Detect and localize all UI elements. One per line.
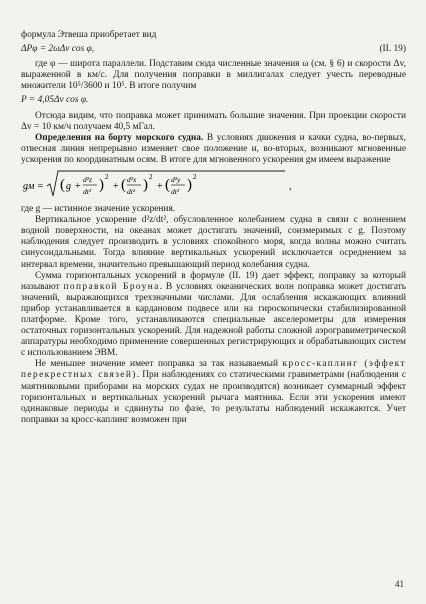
paren-open-2: ( <box>121 177 126 194</box>
term-brown-correction: поправкой Броуна <box>63 281 160 292</box>
term-cross-coupling: кросс-каплинг (эффект перекрестных связей) <box>21 359 406 381</box>
fraction-d2x-num: d²x <box>127 175 137 185</box>
fraction-d2x-den: dt² <box>127 187 136 197</box>
fraction-d2z-num: d²z <box>83 175 92 185</box>
paragraph-cross-a: Не меньшее значение имеет поправка за так называемый <box>35 359 283 370</box>
paren-open-3: ( <box>165 177 170 194</box>
fraction-d2y-num: d²y <box>171 175 181 185</box>
paren-close-2: ) <box>143 177 148 194</box>
intro-line: формула Этвеша приобретает вид <box>21 30 157 40</box>
paragraph-conclusion: Отсюда видим, что поправка может принимать большие значения. При проекции скорости Δv = 10 км/ч получаем 40,5 мГал. <box>21 110 406 132</box>
paragraph-horizontal-b: . В условиях океанических волн поправка может достигать значений, выражающихся трехзначными числами. Для ослабления искажающих влияний прибор устанавливается в кардановом подвесе или на гироскопически стабилизированной платформе. Кроме того, устанавливаются специальные акселерометры для измерения остаточных горизонтальных ускорений. Для надежной работы сложной аэрогравиметрической аппаратуры необходимо применение совершенных регистрирующих и обрабатывающих систем с использованием ЭВМ. <box>21 281 406 359</box>
paragraph-horizontal-accelerations <box>21 271 406 360</box>
paren-close-3: ) <box>187 177 192 194</box>
square-3: 2 <box>193 173 197 182</box>
square-1: 2 <box>105 173 109 182</box>
formula-plus: + <box>75 181 81 193</box>
formula-instant-acceleration <box>23 170 406 200</box>
square-2: 2 <box>149 173 153 182</box>
paren-open-1: ( <box>60 177 65 194</box>
equation-II-19 <box>21 44 406 55</box>
paragraph-horizontal-a: Сумма горизонтальных ускорений в формуле (II. 19) дает эффект, поправку за который называют <box>21 270 406 292</box>
equation-result-body: P = 4,05Δv cos φ. <box>21 95 89 106</box>
formula-end: , <box>289 181 292 193</box>
formula-plus-2: + <box>113 181 119 193</box>
paragraph-ship <box>21 133 406 166</box>
formula-plus-3: + <box>157 181 163 193</box>
equation-II-19-body: ΔPφ = 2ωΔv cos φ, <box>21 44 95 55</box>
fraction-d2z-den: dt² <box>83 187 92 197</box>
paragraph-latitude: где φ — широта параллели. Подставим сюда численные значения ω (см. § 6) и скорости Δv, выраженной в км/с. Для получения поправки в миллигалах следует учесть переводные множители 10⁵/3600 и 10⁵. В итоге получим <box>21 59 406 92</box>
section-heading-ship: Определения на борту морского судна. <box>35 132 204 143</box>
paren-close-1: ) <box>99 177 104 194</box>
equation-result <box>21 95 406 106</box>
page-number: 41 <box>395 578 404 589</box>
paragraph-vertical-acceleration: Вертикальное ускорение d²z/dt², обусловленное колебанием судна в связи с волнением водной поверхности, на океанах может достигать значений, соизмеримых с g. Поэтому наблюдения следует производить в условиях спокойного моря, когда волны можно считать синусоидальными. Тогда влияние вертикальных ускорений исключается осреднением за интервал времени, значительно превышающий период колебания судна. <box>21 215 406 270</box>
fraction-d2y-den: dt² <box>171 187 180 197</box>
paragraph-cross-b: . При наблюдениях со статическими гравиметрами (наблюдения с маятниковыми приборами на морских судах не производятся) возникает суммарный эффект горизонтальных и вертикальных ускорений рычага маятника. Если эти ускорения имеют одинаковые периоды и сдвинуты по фазе, то результаты наблюдений искажаются. Учет поправки за кросс-каплинг возможен при <box>21 370 406 425</box>
formula-lhs: gм = <box>23 181 44 193</box>
formula-svg <box>23 170 403 200</box>
paragraph-true-g: где g — истинное значение ускорения. <box>21 204 176 215</box>
paragraph-ship-body: В условиях движения и качки судна, во-первых, отвесная линия непрерывно изменяет свое положение и, во-вторых, возникают мгновенные ускорения по координатным осям. В итоге для мгновенного ускорения gм имеем выражение <box>21 132 406 165</box>
paragraph-cross-coupling <box>21 359 406 426</box>
equation-II-19-number: (II. 19) <box>379 44 406 55</box>
formula-g: g <box>66 181 71 193</box>
